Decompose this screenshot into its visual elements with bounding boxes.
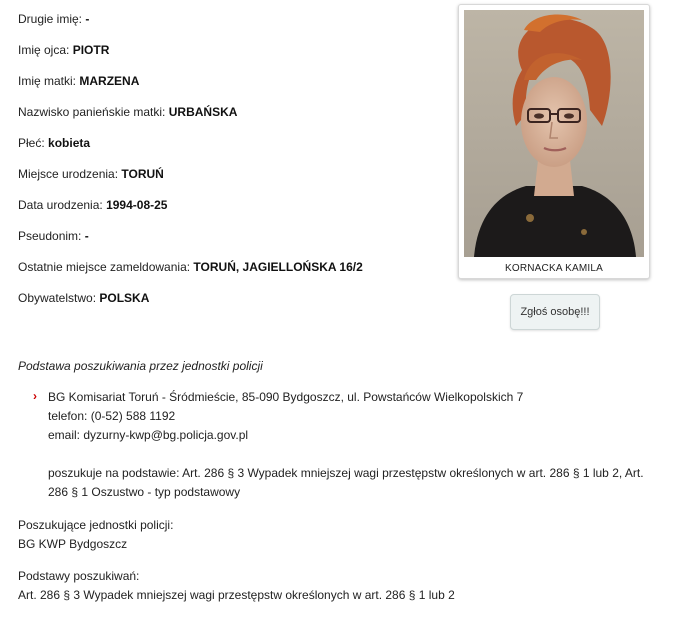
field-middle-name: Drugie imię: - [18, 12, 90, 26]
search-basis-label: Podstawy poszukiwań: [18, 569, 140, 583]
field-last-address: Ostatnie miejsce zameldowania: TORUŃ, JAGIELLOŃSKA 16/2 [18, 260, 363, 274]
spacer [48, 445, 658, 464]
photo-caption: KORNACKA KAMILA [504, 263, 604, 274]
chevron-right-icon: › [33, 389, 37, 403]
basis-section-heading: Podstawa poszukiwania przez jednostki policji [18, 359, 263, 373]
searching-units-value: BG KWP Bydgoszcz [18, 537, 128, 551]
field-father-name: Imię ojca: PIOTR [18, 43, 110, 57]
unit-name: BG Komisariat Toruń - Śródmieście, 85-090 Bydgoszcz, ul. Powstańców Wielkopolskich 7 [48, 390, 524, 404]
field-nickname: Pseudonim: - [18, 229, 89, 243]
report-person-button[interactable]: Zgłoś osobę!!! [510, 294, 600, 330]
search-basis [18, 567, 455, 605]
searching-units [18, 516, 173, 554]
field-birthdate: Data urodzenia: 1994-08-25 [18, 198, 168, 212]
unit-basis-line-2: 286 § 1 Oszustwo - typ podstawowy [48, 485, 241, 499]
unit-basis-line-1: poszukuje na podstawie: Art. 286 § 3 Wypadek mniejszej wagi przestępstw określonych w art. 286 § 1 lub 2, Art. [48, 466, 644, 480]
field-citizenship: Obywatelstwo: POLSKA [18, 291, 150, 305]
field-mother-maiden-name: Nazwisko panieńskie matki: URBAŃSKA [18, 105, 238, 119]
searching-units-label: Poszukujące jednostki policji: [18, 518, 174, 532]
field-birthplace: Miejsce urodzenia: TORUŃ [18, 167, 164, 181]
unit-phone: telefon: (0-52) 588 1192 [48, 409, 176, 423]
police-unit-entry [48, 388, 658, 502]
person-photo[interactable] [464, 10, 644, 257]
portrait-image [464, 10, 644, 257]
field-sex: Płeć: kobieta [18, 136, 91, 150]
unit-email: email: dyzurny-kwp@bg.policja.gov.pl [48, 428, 249, 442]
photo-card[interactable] [458, 4, 650, 279]
search-basis-value: Art. 286 § 3 Wypadek mniejszej wagi przestępstw określonych w art. 286 § 1 lub 2 [18, 588, 455, 602]
field-mother-name: Imię matki: MARZENA [18, 74, 140, 88]
